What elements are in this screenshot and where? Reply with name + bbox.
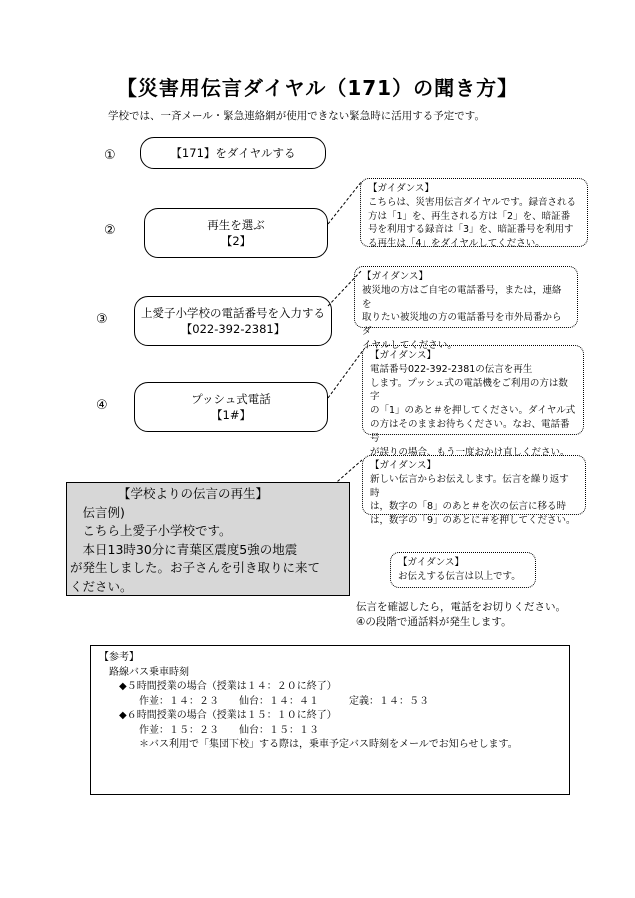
guidance-5-head: 【ガイダンス】 xyxy=(398,557,465,568)
closing-line: 伝言を確認したら，電話をお切りください。 xyxy=(356,601,566,613)
closing-notes xyxy=(356,600,566,630)
playback-message-box xyxy=(66,482,350,596)
playback-line: ください。 xyxy=(70,578,133,594)
guidance-4-head: 【ガイダンス】 xyxy=(370,460,437,471)
guidance-3-line: が誤りの場合、もう一度おかけ直しください。 xyxy=(370,446,570,458)
guidance-1-line: 方は「1」を、再生される方は「2」を、暗証番 xyxy=(368,210,571,222)
step-3-label: 上愛子小学校の電話番号を入力する xyxy=(141,306,325,320)
guidance-2-line: 被災地の方はご自宅の電話番号，または，連絡を xyxy=(362,284,562,310)
reference-line: ◆５時間授業の場合（授業は１４：２０に終了） xyxy=(99,681,337,692)
step-4-label: プッシュ式電話 xyxy=(191,392,271,406)
reference-line: 作並：１４：２３ 仙台：１４：４１ 定義：１４：５３ xyxy=(99,695,429,707)
closing-line: ④の段階で通話料が発生します。 xyxy=(356,616,512,628)
guidance-1-head: 【ガイダンス】 xyxy=(368,183,435,194)
guidance-box-2 xyxy=(354,266,578,351)
step-3-box xyxy=(134,296,332,346)
playback-line: 伝言例) xyxy=(70,504,125,520)
reference-subhead: 路線バス乗車時刻 xyxy=(99,666,189,678)
playback-line: が発生しました。お子さんを引き取りに来て xyxy=(70,560,321,575)
step-3-number: ③ xyxy=(96,312,108,327)
playback-line: こちら上愛子小学校です。 xyxy=(70,523,232,538)
guidance-3-line: の方はそのままお待ちください。なお、電話番号 xyxy=(370,418,570,444)
reference-line: ◆６時間授業の場合（授業は１５：１０に終了） xyxy=(99,710,337,721)
guidance-1-line: る再生は「4」をダイヤルしてください。 xyxy=(368,238,545,250)
reference-head: 【参考】 xyxy=(99,652,139,663)
reference-line: 作並：１５：２３ 仙台：１５：１３ xyxy=(99,724,319,736)
step-4-box xyxy=(134,382,328,432)
playback-line: 本日13時30分に青葉区震度5強の地震 xyxy=(70,541,298,557)
step-1-box xyxy=(140,137,326,169)
step-2-box xyxy=(144,208,328,258)
guidance-3-line: します。プッシュ式の電話機をご利用の方は数字 xyxy=(370,377,568,403)
step-2-label: 再生を選ぶ xyxy=(207,218,265,232)
step-2-key: 【2】 xyxy=(220,234,252,248)
guidance-3-head: 【ガイダンス】 xyxy=(370,350,437,361)
page-title: 【災害用伝言ダイヤル（171）の聞き方】 xyxy=(116,76,519,100)
reference-line: ＊バス利用で「集団下校」する際は，乗車予定バス時刻をメールでお知らせします。 xyxy=(99,739,518,750)
guidance-box-3 xyxy=(362,345,584,458)
page-subtitle: 学校では、一斉メール・緊急連絡網が使用できない緊急時に活用する予定です。 xyxy=(108,110,485,122)
step-4-number: ④ xyxy=(96,398,108,413)
guidance-4-line: は，数字の「8」のあと＃を次の伝言に移る時 xyxy=(370,501,567,513)
guidance-box-1 xyxy=(360,178,588,250)
step-1-number: ① xyxy=(104,148,116,163)
guidance-3-line: の「1」のあと＃を押してください。ダイヤル式 xyxy=(370,405,576,417)
reference-box xyxy=(90,645,570,795)
guidance-box-4 xyxy=(362,455,586,527)
guidance-2-line: イヤルしてください。 xyxy=(362,339,457,351)
guidance-box-5 xyxy=(390,552,536,588)
step-2-number: ② xyxy=(104,223,116,238)
guidance-2-head: 【ガイダンス】 xyxy=(362,271,429,282)
guidance-5-line: お伝えする伝言は以上です。 xyxy=(398,570,521,582)
playback-title: 【学校よりの伝言の再生】 xyxy=(118,486,269,501)
guidance-3-line: 電話番号022-392-2381の伝言を再生 xyxy=(370,363,533,375)
step-4-key: 【1#】 xyxy=(211,408,251,422)
guidance-1-line: こちらは、災害用伝言ダイヤルです。録音される xyxy=(368,196,576,208)
guidance-1-line: 号を利用する録音は「3」を、暗証番号を利用す xyxy=(368,224,574,236)
guidance-4-line: は，数字の「9」のあとに＃を押してください。 xyxy=(370,515,576,527)
guidance-4-line: 新しい伝言からお伝えします。伝言を繰り返す時 xyxy=(370,473,569,499)
step-3-key: 【022-392-2381】 xyxy=(180,322,286,336)
step-1-label: 【171】をダイヤルする xyxy=(170,146,296,160)
guidance-2-line: 取りたい被災地の方の電話番号を市外局番からダ xyxy=(362,312,562,338)
